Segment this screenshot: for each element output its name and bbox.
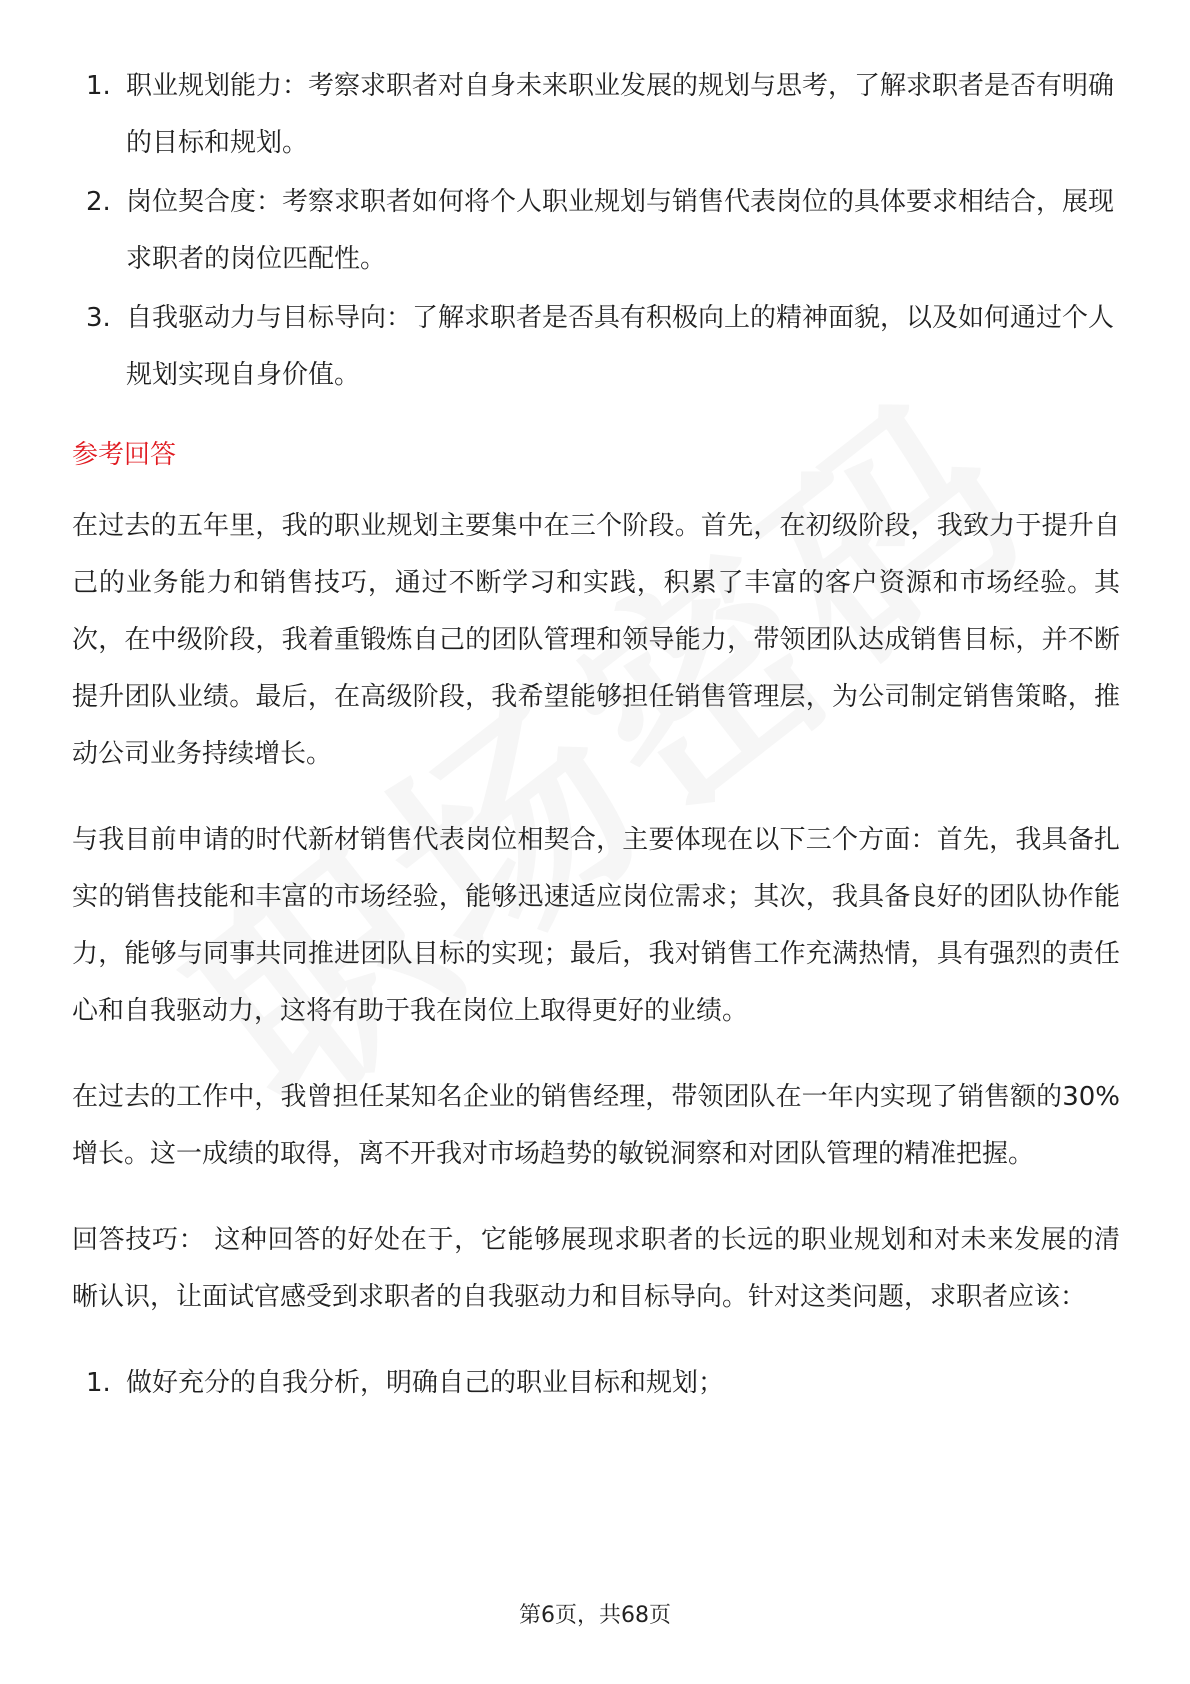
- document-body: [72, 58, 1120, 1414]
- answer-heading: 参考回答: [72, 440, 177, 470]
- criteria-list: [72, 58, 1120, 404]
- list-number: 1.: [86, 71, 111, 101]
- list-number: 1.: [86, 1368, 111, 1398]
- answer-paragraph: 在过去的五年里，我的职业规划主要集中在三个阶段。首先，在初级阶段，我致力于提升自己的业务能力和销售技巧，通过不断学习和实践，积累了丰富的客户资源和市场经验。其次，在中级阶段，我着重锻炼自己的团队管理和领导能力，带领团队达成销售目标，并不断提升团队业绩。最后，在高级阶段，我希望能够担任销售管理层，为公司制定销售策略，推动公司业务持续增长。: [72, 511, 1120, 769]
- list-number: 2.: [86, 187, 111, 217]
- tips-list: [72, 1355, 1120, 1412]
- list-item-text: 岗位契合度：考察求职者如何将个人职业规划与销售代表岗位的具体要求相结合，展现求职者的岗位匹配性。: [126, 187, 1115, 274]
- list-item: [72, 174, 1120, 288]
- list-number: 3.: [86, 303, 111, 333]
- list-item: [72, 1355, 1120, 1412]
- list-item-text: 做好充分的自我分析，明确自己的职业目标和规划；: [126, 1368, 725, 1398]
- answer-paragraph: 与我目前申请的时代新材销售代表岗位相契合，主要体现在以下三个方面：首先，我具备扎实的销售技能和丰富的市场经验，能够迅速适应岗位需求；其次，我具备良好的团队协作能力，能够与同事共同推进团队目标的实现；最后，我对销售工作充满热情，具有强烈的责任心和自我驱动力，这将有助于我在岗位上取得更好的业绩。: [72, 825, 1120, 1026]
- list-item-text: 职业规划能力：考察求职者对自身未来职业发展的规划与思考，了解求职者是否有明确的目标和规划。: [126, 71, 1115, 158]
- list-item: [72, 290, 1120, 404]
- list-item: [72, 58, 1120, 172]
- page-footer: 第6页，共68页: [519, 1603, 671, 1628]
- answer-paragraph: 在过去的工作中，我曾担任某知名企业的销售经理，带领团队在一年内实现了销售额的30%增长。这一成绩的取得，离不开我对市场趋势的敏锐洞察和对团队管理的精准把握。: [72, 1082, 1120, 1169]
- list-item-text: 自我驱动力与目标导向：了解求职者是否具有积极向上的精神面貌，以及如何通过个人规划实现自身价值。: [126, 303, 1115, 390]
- tips-paragraph: 回答技巧： 这种回答的好处在于，它能够展现求职者的长远的职业规划和对未来发展的清晰认识，让面试官感受到求职者的自我驱动力和目标导向。针对这类问题，求职者应该：: [72, 1225, 1120, 1312]
